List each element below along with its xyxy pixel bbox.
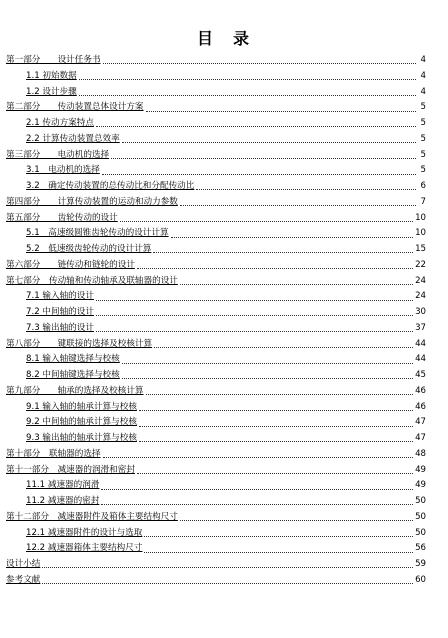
toc-entry-label[interactable]: 11.2 减速器的密封 bbox=[26, 496, 100, 506]
toc-subsection-entry[interactable] bbox=[6, 541, 426, 557]
toc-subsection-entry[interactable] bbox=[6, 526, 426, 542]
dot-leader bbox=[146, 111, 416, 112]
toc-page-number: 44 bbox=[415, 354, 426, 365]
dot-leader bbox=[120, 221, 413, 222]
toc-subsection-entry[interactable] bbox=[6, 305, 426, 321]
toc-subsection-entry[interactable] bbox=[6, 85, 426, 101]
toc-entry-label[interactable]: 第十一部分 减速器的润滑和密封 bbox=[6, 464, 135, 475]
dot-leader bbox=[146, 394, 414, 395]
toc-entry-label[interactable]: 9.2 中间轴的轴承计算与校核 bbox=[26, 417, 137, 428]
toc-page-number: 45 bbox=[415, 370, 426, 380]
toc-page-number: 47 bbox=[415, 433, 426, 443]
dot-leader bbox=[101, 489, 413, 490]
dot-leader bbox=[42, 583, 413, 584]
toc-subsection-entry[interactable] bbox=[6, 494, 426, 510]
dot-leader bbox=[101, 504, 413, 505]
dot-leader bbox=[153, 252, 413, 253]
dot-leader bbox=[196, 189, 416, 190]
toc-entry-label[interactable]: 第二部分 传动装置总体设计方案 bbox=[6, 102, 144, 113]
toc-page-number: 30 bbox=[415, 307, 426, 317]
toc-page-number: 4 bbox=[420, 70, 426, 81]
dot-leader bbox=[139, 441, 413, 442]
toc-page-number: 10 bbox=[415, 228, 426, 239]
toc-subsection-entry[interactable] bbox=[6, 179, 426, 195]
table-of-contents bbox=[6, 53, 426, 589]
dot-leader bbox=[102, 174, 416, 175]
toc-section-entry[interactable] bbox=[6, 337, 426, 353]
dot-leader bbox=[122, 363, 413, 364]
toc-page-number: 47 bbox=[415, 417, 426, 428]
toc-entry-label[interactable]: 第九部分 轴承的选择及校核计算 bbox=[6, 385, 144, 396]
toc-section-entry[interactable] bbox=[6, 557, 426, 573]
toc-entry-label[interactable]: 1.1 初始数据 bbox=[26, 70, 77, 81]
toc-entry-label[interactable]: 5.2 低速级齿轮传动的设计计算 bbox=[26, 244, 152, 254]
toc-subsection-entry[interactable] bbox=[6, 400, 426, 416]
toc-page-number: 60 bbox=[415, 574, 426, 585]
toc-entry-label[interactable]: 第一部分 设计任务书 bbox=[6, 55, 101, 65]
toc-subsection-entry[interactable] bbox=[6, 431, 426, 447]
toc-entry-label[interactable]: 8.2 中间轴键选择与校核 bbox=[26, 370, 120, 380]
toc-page-number: 5 bbox=[420, 118, 426, 128]
dot-leader bbox=[42, 567, 413, 568]
toc-section-entry[interactable] bbox=[6, 510, 426, 526]
toc-subsection-entry[interactable] bbox=[6, 321, 426, 337]
toc-subsection-entry[interactable] bbox=[6, 368, 426, 384]
toc-entry-label[interactable]: 2.1 传动方案特点 bbox=[26, 118, 94, 128]
toc-entry-label[interactable]: 12.2 减速器箱体主要结构尺寸 bbox=[26, 543, 143, 554]
toc-section-entry[interactable] bbox=[6, 463, 426, 479]
dot-leader bbox=[96, 331, 413, 332]
dot-leader bbox=[137, 268, 413, 269]
toc-entry-label[interactable]: 第十部分 联轴器的选择 bbox=[6, 448, 101, 459]
toc-page-number: 37 bbox=[415, 322, 426, 333]
toc-subsection-entry[interactable] bbox=[6, 352, 426, 368]
toc-section-entry[interactable] bbox=[6, 195, 426, 211]
toc-page-number: 5 bbox=[420, 102, 426, 113]
dot-leader bbox=[137, 473, 413, 474]
dot-leader bbox=[103, 457, 414, 458]
toc-entry-label[interactable]: 7.2 中间轴的设计 bbox=[26, 307, 94, 317]
dot-leader bbox=[122, 142, 416, 143]
dot-leader bbox=[144, 536, 413, 537]
toc-subsection-entry[interactable] bbox=[6, 116, 426, 132]
dot-leader bbox=[139, 426, 413, 427]
dot-leader bbox=[79, 79, 416, 80]
dot-leader bbox=[180, 284, 413, 285]
toc-entry-label[interactable]: 3.1 电动机的选择 bbox=[26, 165, 100, 176]
toc-subsection-entry[interactable] bbox=[6, 163, 426, 179]
dot-leader bbox=[96, 315, 413, 316]
toc-page-number: 24 bbox=[415, 275, 426, 286]
toc-page-number: 6 bbox=[420, 181, 426, 191]
dot-leader bbox=[111, 158, 416, 159]
toc-entry-label[interactable]: 5.1 高速级圆锥齿轮传动的设计计算 bbox=[26, 228, 169, 239]
toc-entry-label[interactable]: 9.1 输入轴的轴承计算与校核 bbox=[26, 401, 137, 412]
toc-page-number: 24 bbox=[415, 291, 426, 302]
dot-leader bbox=[154, 347, 413, 348]
toc-section-entry[interactable] bbox=[6, 274, 426, 290]
dot-leader bbox=[96, 300, 413, 301]
toc-entry-label[interactable]: 第五部分 齿轮传动的设计 bbox=[6, 212, 118, 223]
toc-entry-label[interactable]: 第三部分 电动机的选择 bbox=[6, 149, 110, 160]
toc-page-number: 5 bbox=[420, 149, 426, 160]
toc-entry-label[interactable]: 第七部分 传动轴和传动轴承及联轴器的设计 bbox=[6, 275, 178, 286]
toc-page-number: 10 bbox=[415, 212, 426, 223]
toc-section-entry[interactable] bbox=[6, 384, 426, 400]
toc-page-number: 50 bbox=[415, 511, 426, 522]
toc-page-number: 48 bbox=[415, 448, 426, 459]
toc-page-number: 22 bbox=[415, 259, 426, 270]
dot-leader bbox=[79, 95, 416, 96]
toc-entry-label[interactable]: 7.3 输出轴的设计 bbox=[26, 322, 94, 333]
toc-entry-label[interactable]: 9.3 输出轴的轴承计算与校核 bbox=[26, 433, 137, 443]
toc-section-entry[interactable] bbox=[6, 148, 426, 164]
toc-page-number: 5 bbox=[420, 133, 426, 144]
toc-subsection-entry[interactable] bbox=[6, 69, 426, 85]
toc-page-number: 56 bbox=[415, 543, 426, 554]
toc-section-entry[interactable] bbox=[6, 211, 426, 227]
dot-leader bbox=[144, 552, 413, 553]
toc-page-number: 49 bbox=[415, 464, 426, 475]
toc-subsection-entry[interactable] bbox=[6, 226, 426, 242]
toc-entry-label[interactable]: 1.2 设计步骤 bbox=[26, 86, 77, 97]
toc-page-number: 59 bbox=[415, 559, 426, 569]
toc-entry-label[interactable]: 12.1 减速器附件的设计与选取 bbox=[26, 527, 143, 538]
toc-page-number: 4 bbox=[420, 55, 426, 65]
toc-page-number: 49 bbox=[415, 480, 426, 491]
toc-page-number: 50 bbox=[415, 496, 426, 506]
toc-entry-label[interactable]: 2.2 计算传动装置总效率 bbox=[26, 133, 120, 144]
toc-title: 目 录 bbox=[196, 29, 251, 48]
toc-entry-label[interactable]: 设计小结 bbox=[6, 559, 41, 569]
toc-subsection-entry[interactable] bbox=[6, 132, 426, 148]
toc-page-number: 15 bbox=[415, 244, 426, 254]
toc-section-entry[interactable] bbox=[6, 53, 426, 69]
toc-subsection-entry[interactable] bbox=[6, 289, 426, 305]
toc-subsection-entry[interactable] bbox=[6, 415, 426, 431]
dot-leader bbox=[103, 63, 416, 64]
toc-page-number: 5 bbox=[420, 165, 426, 176]
dot-leader bbox=[180, 205, 416, 206]
toc-page-number: 4 bbox=[420, 86, 426, 97]
toc-entry-label[interactable]: 参考文献 bbox=[6, 574, 41, 585]
toc-entry-label[interactable]: 8.1 输入轴键选择与校核 bbox=[26, 354, 120, 365]
toc-section-entry[interactable] bbox=[6, 100, 426, 116]
dot-leader bbox=[171, 237, 413, 238]
toc-entry-label[interactable]: 7.1 输入轴的设计 bbox=[26, 291, 94, 302]
toc-page-number: 50 bbox=[415, 527, 426, 538]
toc-page-number: 46 bbox=[415, 401, 426, 412]
dot-leader bbox=[96, 126, 416, 127]
toc-subsection-entry[interactable] bbox=[6, 242, 426, 258]
toc-entry-label[interactable]: 第十二部分 减速器附件及箱体主要结构尺寸 bbox=[6, 511, 178, 522]
toc-section-entry[interactable] bbox=[6, 447, 426, 463]
toc-entry-label[interactable]: 11.1 减速器的润滑 bbox=[26, 480, 100, 491]
toc-entry-label[interactable]: 第四部分 计算传动装置的运动和动力参数 bbox=[6, 196, 178, 207]
toc-entry-label[interactable]: 第六部分 链传动和链轮的设计 bbox=[6, 259, 135, 270]
toc-subsection-entry[interactable] bbox=[6, 478, 426, 494]
toc-section-entry[interactable] bbox=[6, 573, 426, 589]
toc-page-number: 7 bbox=[420, 196, 426, 207]
toc-section-entry[interactable] bbox=[6, 258, 426, 274]
dot-leader bbox=[122, 378, 413, 379]
dot-leader bbox=[139, 410, 413, 411]
toc-page-number: 46 bbox=[415, 385, 426, 396]
toc-entry-label[interactable]: 3.2 确定传动装置的总传动比和分配传动比 bbox=[26, 181, 195, 191]
toc-entry-label[interactable]: 第八部分 键联接的选择及校核计算 bbox=[6, 338, 153, 349]
dot-leader bbox=[180, 520, 413, 521]
toc-page-number: 44 bbox=[415, 338, 426, 349]
